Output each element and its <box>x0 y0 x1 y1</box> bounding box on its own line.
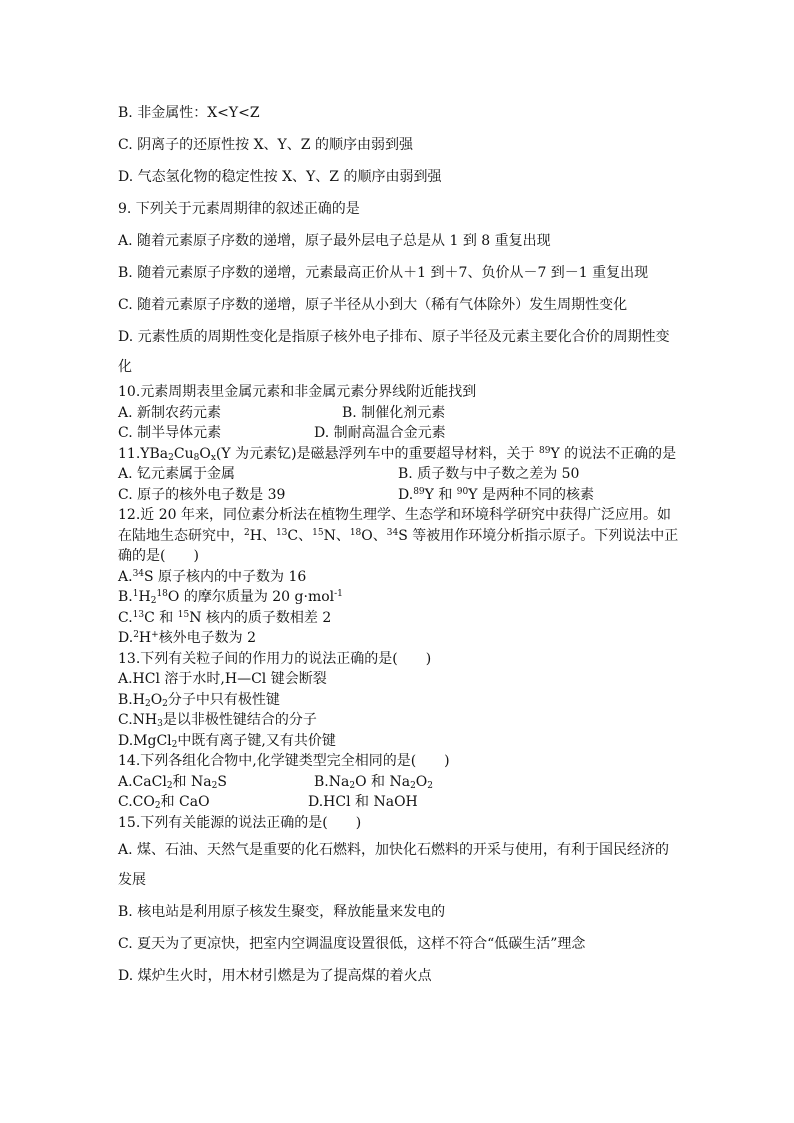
option-12b <box>118 587 680 608</box>
option-8b: B. 非金属性：X<Y<Z <box>118 105 260 121</box>
option-12d <box>118 628 680 649</box>
q12-text: H、 <box>249 527 276 544</box>
superscript: -1 <box>334 589 343 599</box>
subscript: 8 <box>193 452 200 463</box>
question-12 <box>118 505 680 567</box>
option-13c <box>118 710 680 731</box>
superscript: 13 <box>275 527 288 538</box>
option-12a <box>118 567 680 588</box>
option-text: A.CaCl <box>118 773 167 790</box>
option-15c: C. 夏天为了更凉快，把室内空调温度设置很低，这样不符合“低碳生活”理念 <box>118 936 586 952</box>
q11-text: Y 的说法不正确的是 <box>550 445 677 462</box>
superscript: 15 <box>312 527 324 538</box>
option-text: C.CO <box>118 794 155 810</box>
option-14c <box>118 792 308 813</box>
option-text: O 的摩尔质量为 20 g·mol <box>167 589 335 605</box>
superscript: 13 <box>132 609 145 620</box>
options-10-ab <box>118 403 680 424</box>
option-11c: C. 原子的核外电子数是 39 <box>118 486 286 503</box>
options-14-ab <box>118 772 680 793</box>
q12-text: C、 <box>287 527 313 544</box>
subscript: x <box>210 452 216 463</box>
option-text: H <box>138 630 152 646</box>
question-10: 10.元素周期表里金属元素和非金属元素分界线附近能找到 <box>118 384 477 400</box>
superscript: 18 <box>349 527 362 538</box>
q11-text: 11.YBa <box>118 445 169 462</box>
option-text: N 核内的质子数相差 2 <box>189 609 332 626</box>
option-text: 核外电子数为 2 <box>158 630 257 646</box>
option-text: B. <box>118 589 133 605</box>
option-12c <box>118 608 680 629</box>
question-11 <box>118 444 680 465</box>
option-10d: D. 制耐高温合金元素 <box>314 425 446 441</box>
option-13d <box>118 731 680 752</box>
option-text: 中既有离子键,又有共价键 <box>177 732 336 749</box>
subscript: 2 <box>154 801 161 811</box>
superscript: 15 <box>177 609 190 620</box>
option-9a: A. 随着元素原子序数的递增，原子最外层电子总是从 1 到 8 重复出现 <box>118 233 551 249</box>
option-11a: A. 钇元素属于金属 <box>118 466 236 482</box>
option-text: C 和 <box>144 609 178 626</box>
option-text: B.Na <box>314 773 350 790</box>
option-9d: D. 元素性质的周期性变化是指原子核外电子排布、原子半径及元素主要化合价的周期性变化 <box>118 329 670 375</box>
option-14b <box>314 774 433 790</box>
option-13a: A.HCl 溶于水时,H—Cl 键会断裂 <box>118 671 327 687</box>
subscript: 2 <box>144 698 151 709</box>
subscript: 2 <box>349 780 356 791</box>
option-text: D. <box>118 630 134 646</box>
option-text: Y 和 <box>424 486 457 503</box>
option-text: 和 Na <box>172 773 212 790</box>
option-text: C. <box>118 609 133 626</box>
option-8d: D. 气态氢化物的稳定性按 X、Y、Z 的顺序由弱到强 <box>118 169 442 185</box>
option-10c: C. 制半导体元素 <box>118 425 222 441</box>
superscript: 1 <box>132 589 139 599</box>
option-13b <box>118 690 680 711</box>
exam-page <box>118 98 680 991</box>
option-text: D.MgCl <box>118 732 172 749</box>
option-9c: C. 随着元素原子序数的递增，原子半径从小到大（稀有气体除外）发生周期性变化 <box>118 297 628 313</box>
option-15b: B. 核电站是利用原子核发生聚变，释放能量来发电的 <box>118 904 446 920</box>
option-11b: B. 质子数与中子数之差为 50 <box>398 466 580 482</box>
subscript: 2 <box>168 452 174 463</box>
option-15d: D. 煤炉生火时，用木材引燃是为了提高煤的着火点 <box>118 968 432 984</box>
superscript: 34 <box>132 568 145 579</box>
q12-text: S 等被用作环境分析指示原子。下列说法中正确的是( ) <box>118 527 679 564</box>
q12-text: N、 <box>323 527 350 544</box>
option-text: S <box>217 773 227 790</box>
subscript: 2 <box>427 780 434 791</box>
option-text: 和 CaO <box>160 794 210 810</box>
option-11d <box>398 487 594 503</box>
superscript: 90 <box>456 486 469 497</box>
option-10a: A. 新制农药元素 <box>118 404 222 421</box>
option-text: S 原子核内的中子数为 16 <box>144 568 307 585</box>
option-8c: C. 阴离子的还原性按 X、Y、Z 的顺序由弱到强 <box>118 137 413 153</box>
options-11-ab <box>118 464 680 485</box>
subscript: 2 <box>166 780 173 791</box>
subscript: 3 <box>157 719 163 729</box>
q12-text: 12.近 20 年来，同位素分析法在植物生理学、生态学和环境科学研究中获得广泛应用。如在陆地生态研究中， <box>118 507 671 544</box>
option-10b: B. 制催化剂元素 <box>342 404 446 421</box>
option-14d: D.HCl 和 NaOH <box>308 794 418 810</box>
subscript: 2 <box>410 780 416 791</box>
superscript: 89 <box>539 445 551 456</box>
subscript: 2 <box>162 698 168 709</box>
subscript: 2 <box>150 596 157 606</box>
superscript: 18 <box>156 589 168 599</box>
option-9b: B. 随着元素原子序数的递增，元素最高正价从＋1 到＋7、负价从－7 到－1 重复出现 <box>118 265 649 281</box>
q11-text: O <box>199 445 211 462</box>
option-text: O <box>415 773 428 790</box>
option-text: O <box>150 691 163 708</box>
options-11-cd <box>118 485 680 506</box>
option-15a: A. 煤、石油、天然气是重要的化石燃料，加快化石燃料的开采与使用，有利于国民经济的发展 <box>118 842 670 888</box>
options-14-cd <box>118 792 680 813</box>
superscript: + <box>151 630 159 640</box>
option-text: B.H <box>118 691 145 708</box>
option-text: H <box>138 589 151 605</box>
option-text: D. <box>398 486 414 503</box>
question-9: 9. 下列关于元素周期律的叙述正确的是 <box>118 201 360 217</box>
option-text: Y 是两种不同的核素 <box>468 486 594 503</box>
question-15: 15.下列有关能源的说法正确的是( ) <box>118 814 362 831</box>
q11-text: Cu <box>173 445 194 462</box>
superscript: 2 <box>133 630 139 640</box>
option-text: C.NH <box>118 712 158 728</box>
question-14: 14.下列各组化合物中,化学键类型完全相同的是( ) <box>118 753 450 769</box>
q12-text: O、 <box>361 527 387 544</box>
superscript: 2 <box>244 527 250 538</box>
superscript: 34 <box>386 527 399 538</box>
subscript: 2 <box>211 780 218 791</box>
option-14a <box>118 772 314 793</box>
subscript: 2 <box>171 739 178 750</box>
option-text: 分子中只有极性键 <box>167 691 280 708</box>
option-text: A. <box>118 568 133 585</box>
option-text: 是以非极性键结合的分子 <box>162 712 317 728</box>
option-text: O 和 Na <box>355 773 411 790</box>
options-10-cd <box>118 423 680 444</box>
question-13: 13.下列有关粒子间的作用力的说法正确的是( ) <box>118 650 432 667</box>
superscript: 89 <box>413 486 425 497</box>
q11-text: (Y 为元素钇)是磁悬浮列车中的重要超导材料，关于 <box>215 445 539 462</box>
